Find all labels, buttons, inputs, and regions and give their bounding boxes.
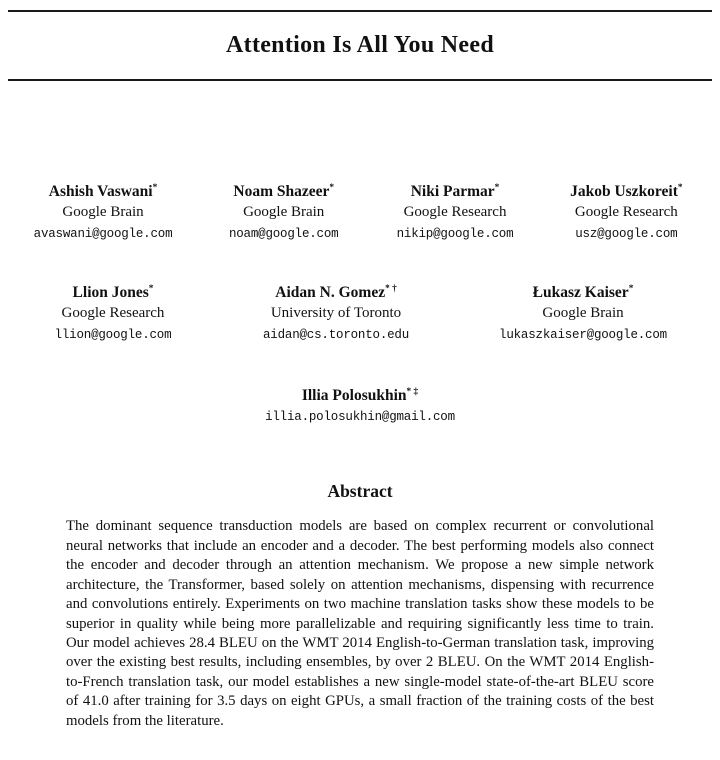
- author-email: aidan@cs.toronto.edu: [263, 328, 410, 343]
- author-affiliation: Google Research: [403, 204, 507, 221]
- author-card: [566, 179, 686, 242]
- author-name-text: Illia Polosukhin: [301, 387, 407, 405]
- author-row-2: [8, 280, 712, 343]
- author-mark: *: [677, 183, 683, 193]
- author-name: [263, 280, 409, 302]
- author-card: [263, 280, 409, 343]
- author-affiliation: Google Brain: [243, 204, 325, 221]
- author-email: noam@google.com: [228, 227, 339, 242]
- author-name: [224, 179, 344, 201]
- author-name: [395, 179, 515, 201]
- author-card: [265, 383, 455, 425]
- paper-title: Attention Is All You Need: [226, 32, 494, 58]
- author-name: [566, 179, 686, 201]
- author-email: usz@google.com: [575, 227, 678, 242]
- author-name: [53, 280, 173, 302]
- abstract-heading: Abstract: [327, 481, 393, 502]
- title-rule-bottom: [8, 79, 712, 81]
- author-email: illia.polosukhin@gmail.com: [265, 410, 455, 425]
- author-row-1: [8, 179, 712, 242]
- author-card: [395, 179, 515, 242]
- author-name: [499, 280, 667, 302]
- author-row-3: [8, 383, 712, 425]
- author-name-text: Llion Jones: [72, 284, 149, 302]
- author-email: avaswani@google.com: [33, 227, 173, 242]
- author-affiliation: Google Research: [61, 305, 165, 322]
- author-email: nikip@google.com: [396, 227, 514, 242]
- author-card: [499, 280, 667, 343]
- author-card: [34, 179, 173, 242]
- author-affiliation: University of Toronto: [270, 305, 402, 322]
- author-affiliation: Google Research: [574, 204, 678, 221]
- author-mark: *: [148, 284, 154, 295]
- author-mark: *: [152, 183, 158, 193]
- author-mark: *: [329, 183, 335, 193]
- abstract-text: The dominant sequence transduction models are based on complex recurrent or convolutional neural networks that include an encoder and a decoder. The best performing models also connect the encoder and decoder through an attention mechanism. We propose a new simple network architecture, the Transformer, based solely on attention mechanisms, dispensing with recurrence and convolutions entirely. Experiments on two machine translation tasks show these models to be superior in quality while being more parallelizable and requiring significantly less time to train. Our model achieves 28.4 BLEU on the WMT 2014 English-to-German translation task, improving over the existing best results, including ensembles, by over 2 BLEU. On the WMT 2014 English-to-French translation task, our model establishes a new single-model state-of-the-art BLEU score of 41.0 after training for 3.5 days on eight GPUs, a small fraction of the training costs of the best models from the literature.: [66, 518, 654, 729]
- author-email: llion@google.com: [54, 328, 172, 343]
- author-card: [224, 179, 344, 242]
- author-mark: *: [494, 183, 500, 193]
- author-mark: * ‡: [406, 387, 419, 398]
- authors-block: [8, 179, 712, 425]
- author-name-text: Aidan N. Gomez: [275, 284, 386, 302]
- author-affiliation: Google Brain: [542, 305, 624, 322]
- author-name-text: Łukasz Kaiser: [532, 284, 629, 302]
- author-card: [53, 280, 173, 343]
- author-mark: * †: [385, 284, 397, 295]
- author-name-text: Noam Shazeer: [233, 183, 330, 201]
- author-name-text: Jakob Uszkoreit: [570, 183, 678, 201]
- author-email: lukaszkaiser@google.com: [499, 328, 667, 343]
- author-name-text: Ashish Vaswani: [48, 183, 153, 201]
- author-name: [34, 179, 173, 201]
- title-rule-top: [8, 10, 712, 12]
- author-mark: *: [628, 284, 634, 295]
- author-affiliation: Google Brain: [62, 204, 144, 221]
- author-name: [265, 383, 455, 405]
- author-name-text: Niki Parmar: [410, 183, 495, 201]
